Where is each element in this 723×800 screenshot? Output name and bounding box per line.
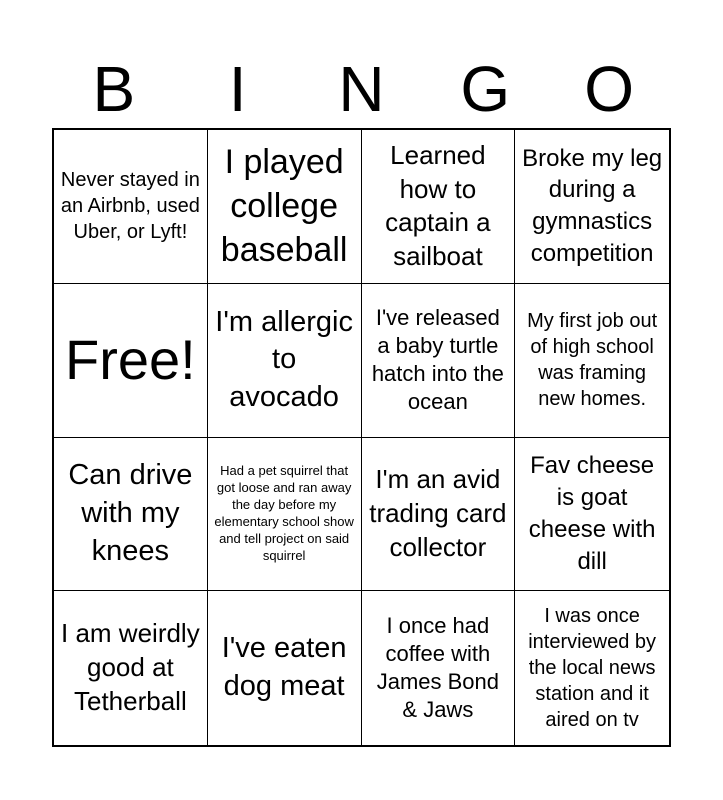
bingo-cell-r3c4[interactable]	[515, 438, 669, 592]
bingo-cell-text: Never stayed in an Airbnb, used Uber, or Lyft!	[60, 169, 200, 244]
bingo-cell-r2c3[interactable]	[362, 284, 516, 438]
bingo-cell-r3c1[interactable]	[54, 438, 208, 592]
bingo-cell-text: Had a pet squirrel that got loose and ran away the day before my elementary school show and tell project on said squirrel	[214, 463, 354, 563]
bingo-cell-text: Broke my leg during a gymnastics competition	[522, 144, 663, 268]
bingo-cell-r1c2[interactable]	[208, 130, 362, 284]
bingo-header	[52, 50, 671, 128]
free-space-text: Free!	[65, 328, 196, 392]
bingo-cell-text: I was once interviewed by the local news station and it aired on tv	[528, 605, 657, 732]
bingo-cell-r1c4[interactable]	[515, 130, 669, 284]
bingo-cell-r4c2[interactable]	[208, 591, 362, 745]
bingo-cell-text: I am weirdly good at Tetherball	[61, 618, 200, 717]
bingo-cell-r1c3[interactable]	[362, 130, 516, 284]
bingo-cell-r1c1[interactable]	[54, 130, 208, 284]
header-letter-g: G	[460, 53, 511, 125]
bingo-cell-text: Fav cheese is goat cheese with dill	[528, 452, 656, 575]
bingo-cell-r3c2[interactable]	[208, 438, 362, 592]
bingo-cell-text: I once had coffee with James Bond & Jaws	[376, 613, 500, 723]
bingo-cell-text: I'm allergic to avocado	[215, 305, 353, 413]
bingo-cell-text: I'm an avid trading card collector	[369, 464, 507, 562]
bingo-cell-text: I played college baseball	[220, 143, 348, 270]
bingo-cell-free[interactable]	[54, 284, 208, 438]
bingo-cell-r2c4[interactable]	[515, 284, 669, 438]
header-letter-i: I	[228, 53, 247, 125]
bingo-cell-r4c1[interactable]	[54, 591, 208, 745]
bingo-cell-text: Can drive with my knees	[68, 459, 193, 567]
header-letter-o: O	[584, 53, 634, 125]
bingo-cell-r3c3[interactable]	[362, 438, 516, 592]
header-letter-b: B	[92, 53, 136, 125]
bingo-board	[52, 128, 671, 747]
bingo-cell-r4c3[interactable]	[362, 591, 516, 745]
bingo-cell-text: My first job out of high school was framing new homes.	[527, 310, 658, 411]
bingo-cell-text: Learned how to captain a sailboat	[385, 139, 491, 272]
bingo-cell-text: I've released a baby turtle hatch into the ocean	[371, 305, 504, 415]
bingo-cell-r2c2[interactable]	[208, 284, 362, 438]
bingo-cell-r4c4[interactable]	[515, 591, 669, 745]
bingo-cell-text: I've eaten dog meat	[221, 632, 347, 703]
header-letter-n: N	[338, 53, 385, 125]
